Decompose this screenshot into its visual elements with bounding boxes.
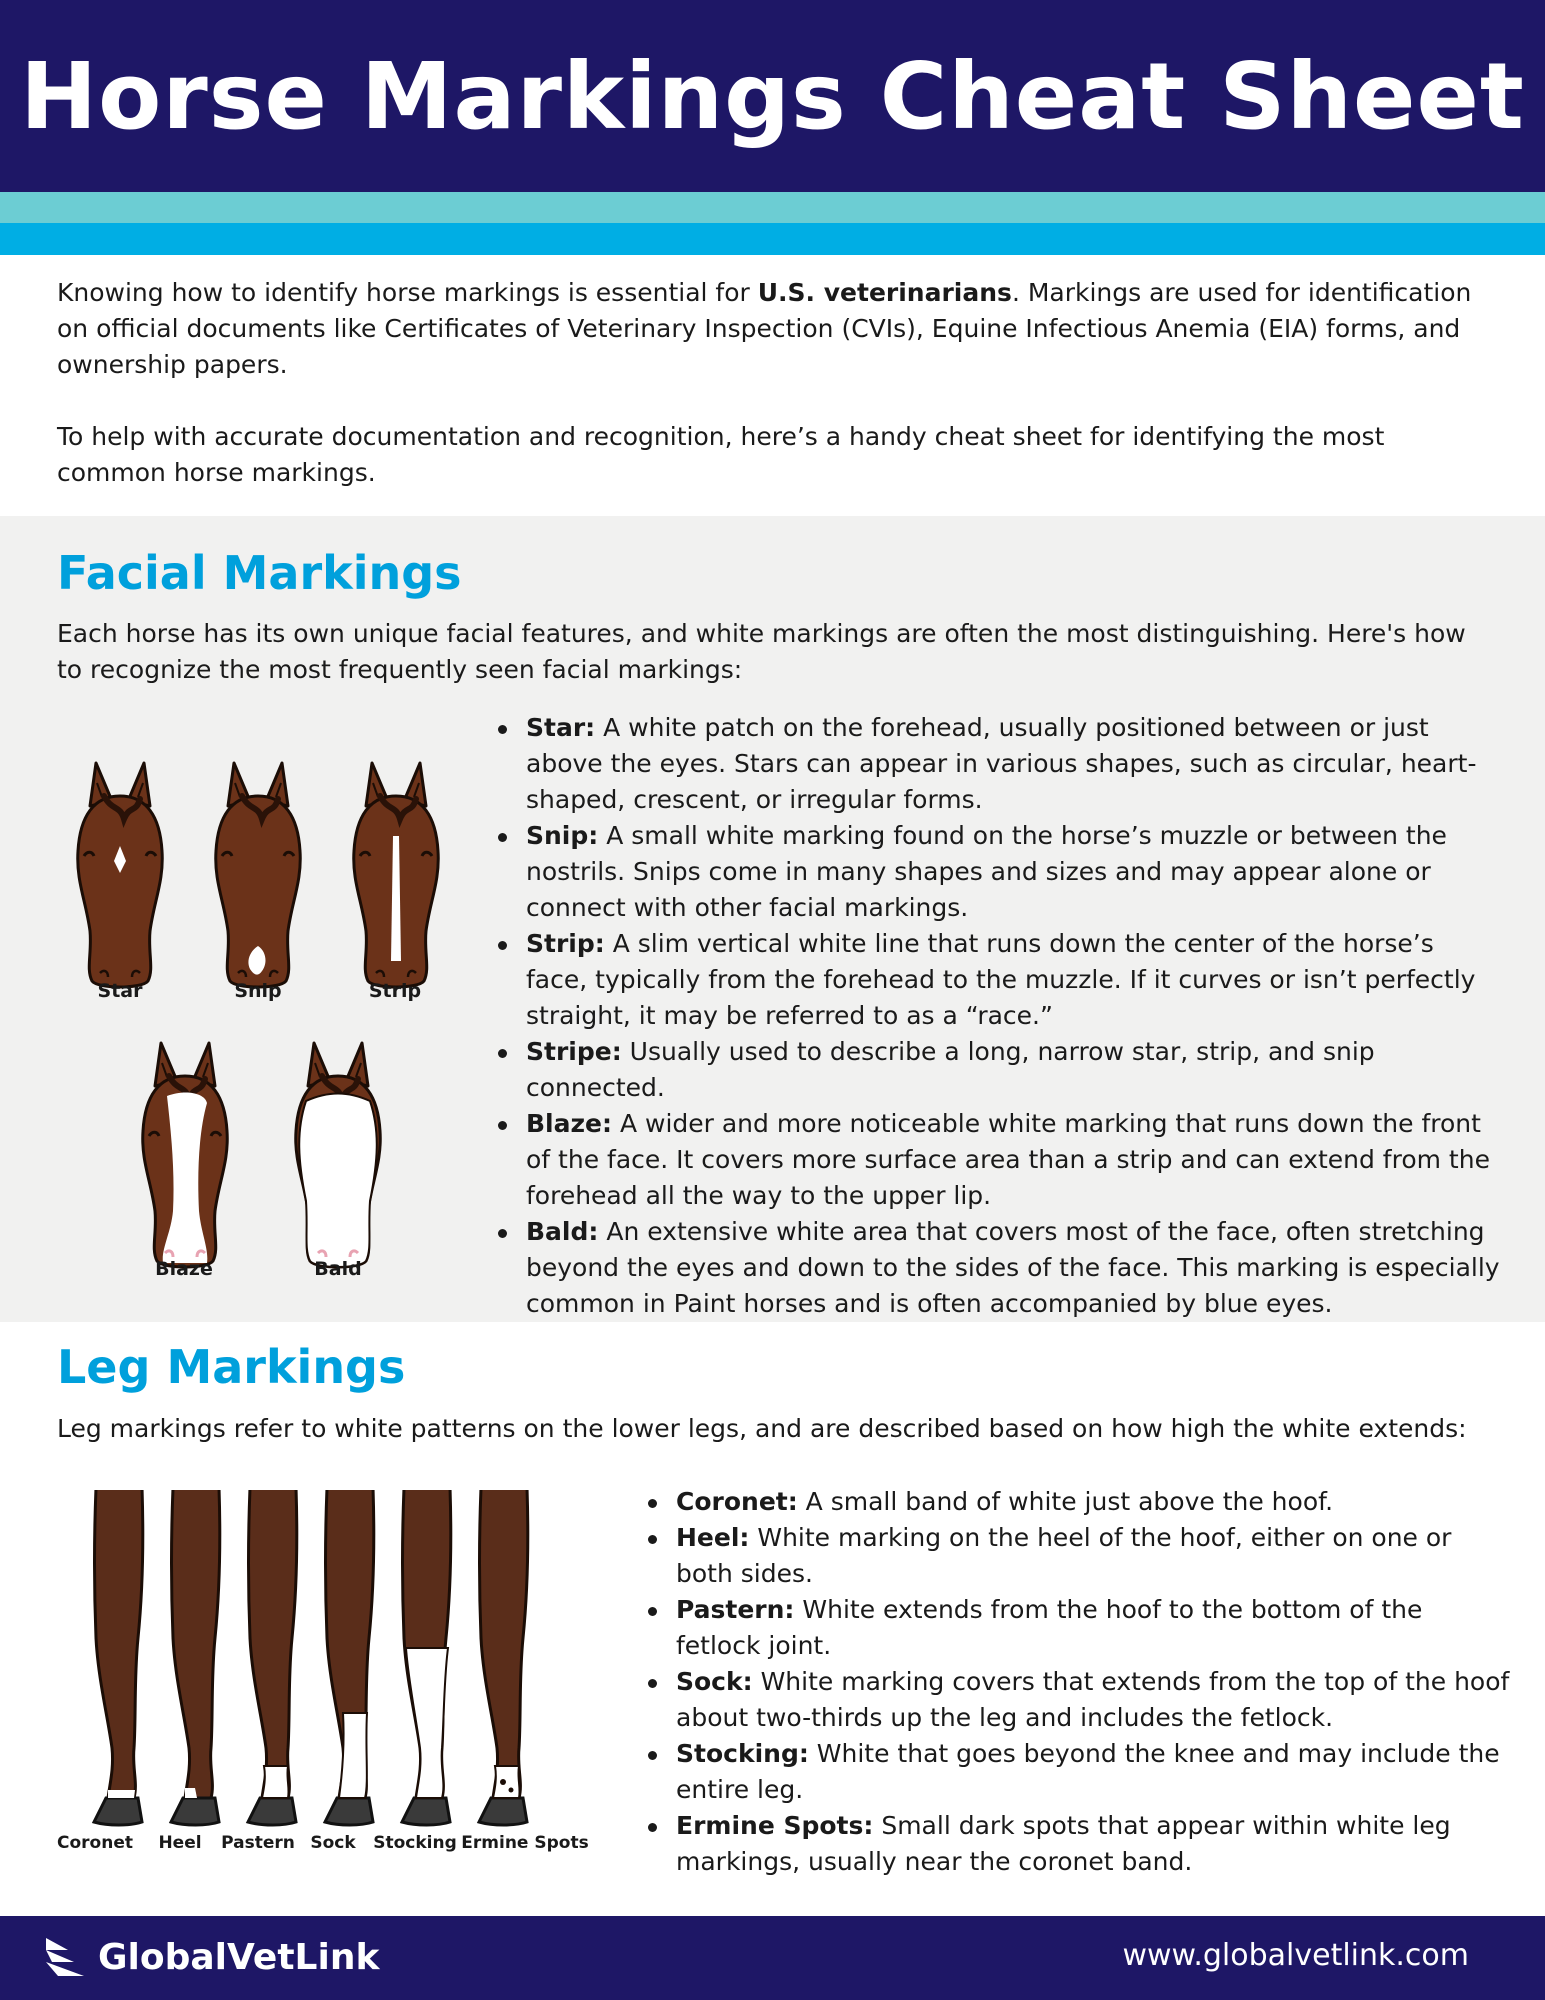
accent-band-teal xyxy=(0,192,1545,223)
website-link[interactable]: www.globalvetlink.com xyxy=(1122,1938,1469,1973)
list-item: Ermine Spots: Small dark spots that appear within white leg markings, usually near the coronet band. xyxy=(642,1808,1512,1880)
leg-caption-stocking: Stocking xyxy=(373,1833,457,1853)
face-caption-star: Star xyxy=(97,980,143,1002)
list-item: Blaze: A wider and more noticeable white marking that runs down the front of the face. It covers more surface area than a strip and can extend from the forehead all the way to the upper lip. xyxy=(492,1106,1500,1214)
horse-face-snip xyxy=(216,763,301,987)
face-caption-snip: Snip xyxy=(234,980,282,1002)
face-caption-bald: Bald xyxy=(314,1258,362,1280)
horse-face-blaze xyxy=(143,1043,228,1267)
list-item: Strip: A slim vertical white line that runs down the center of the horse’s face, typically from the forehead to the muzzle. If it curves or isn’t perfectly straight, it may be referred to as a “race.” xyxy=(492,926,1500,1034)
list-item: Stocking: White that goes beyond the knee and may include the entire leg. xyxy=(642,1736,1512,1808)
globalvetlink-logo-icon xyxy=(44,1934,88,1980)
horse-face-star xyxy=(78,763,163,987)
leg-stocking xyxy=(402,1490,451,1825)
face-caption-strip: Strip xyxy=(368,980,422,1002)
leg-pastern xyxy=(248,1490,297,1825)
leg-caption-ermine-spots: Ermine Spots xyxy=(461,1833,589,1853)
list-item: Snip: A small white marking found on the horse’s muzzle or between the nostrils. Snips come in many shapes and sizes and may appear alone or connect with other facial markings. xyxy=(492,818,1500,926)
leg-caption-pastern: Pastern xyxy=(221,1833,295,1853)
header-banner xyxy=(0,0,1545,192)
facial-markings-title: Facial Markings xyxy=(57,546,462,600)
intro xyxy=(57,275,1497,527)
brand-name: GlobalVetLink xyxy=(98,1936,380,1978)
footer xyxy=(0,1916,1545,2000)
intro-emphasis: U.S. veterinarians xyxy=(757,278,1012,307)
leg-markings-list xyxy=(642,1484,1512,1880)
facial-markings-section xyxy=(0,516,1545,1322)
accent-band-blue xyxy=(0,223,1545,255)
list-item: Heel: White marking on the heel of the hoof, either on one or both sides. xyxy=(642,1520,1512,1592)
leg-markings-description: Leg markings refer to white patterns on the lower legs, and are described based on how high the white extends: xyxy=(57,1414,1467,1443)
list-item: Pastern: White extends from the hoof to the bottom of the fetlock joint. xyxy=(642,1592,1512,1664)
facial-markings-list xyxy=(492,710,1500,1322)
facial-illustrations xyxy=(40,736,460,1296)
leg-sock xyxy=(325,1490,374,1825)
leg-markings-title: Leg Markings xyxy=(57,1340,406,1394)
list-item: Stripe: Usually used to describe a long, narrow star, strip, and snip connected. xyxy=(492,1034,1500,1106)
list-item: Star: A white patch on the forehead, usually positioned between or just above the eyes. Stars can appear in various shapes, such as circular, heart-shaped, crescent, or irregular forms. xyxy=(492,710,1500,818)
brand-logo[interactable] xyxy=(44,1934,379,1980)
list-item: Bald: An extensive white area that covers most of the face, often stretching beyond the eyes and down to the sides of the face. This marking is especially common in Paint horses and is often accompanied by blue eyes. xyxy=(492,1214,1500,1322)
intro-paragraph-1: Knowing how to identify horse markings is essential for U.S. veterinarians. Markings are used for identification on official documents like Certificates of Veterinary Inspection (CVIs), Equine Infectious Anemia (EIA) forms, and ownership papers. xyxy=(57,278,1472,379)
leg-heel xyxy=(171,1490,220,1825)
leg-coronet xyxy=(94,1490,143,1825)
horse-face-bald xyxy=(296,1043,381,1267)
leg-ermine-spots xyxy=(479,1490,528,1825)
list-item: Coronet: A small band of white just above the hoof. xyxy=(642,1484,1512,1520)
face-caption-blaze: Blaze xyxy=(155,1258,213,1280)
leg-illustrations xyxy=(50,1490,590,1830)
horse-face-strip xyxy=(354,763,439,987)
list-item: Sock: White marking covers that extends from the top of the hoof about two-thirds up the leg and includes the fetlock. xyxy=(642,1664,1512,1736)
leg-caption-sock: Sock xyxy=(310,1833,356,1853)
intro-paragraph-2: To help with accurate documentation and recognition, here’s a handy cheat sheet for identifying the most common horse markings. xyxy=(57,422,1385,487)
leg-caption-heel: Heel xyxy=(158,1833,202,1853)
page-title: Horse Markings Cheat Sheet xyxy=(20,42,1525,150)
leg-caption-coronet: Coronet xyxy=(57,1833,133,1853)
facial-markings-description: Each horse has its own unique facial features, and white markings are often the most distinguishing. Here's how to recognize the most frequently seen facial markings: xyxy=(57,619,1466,684)
